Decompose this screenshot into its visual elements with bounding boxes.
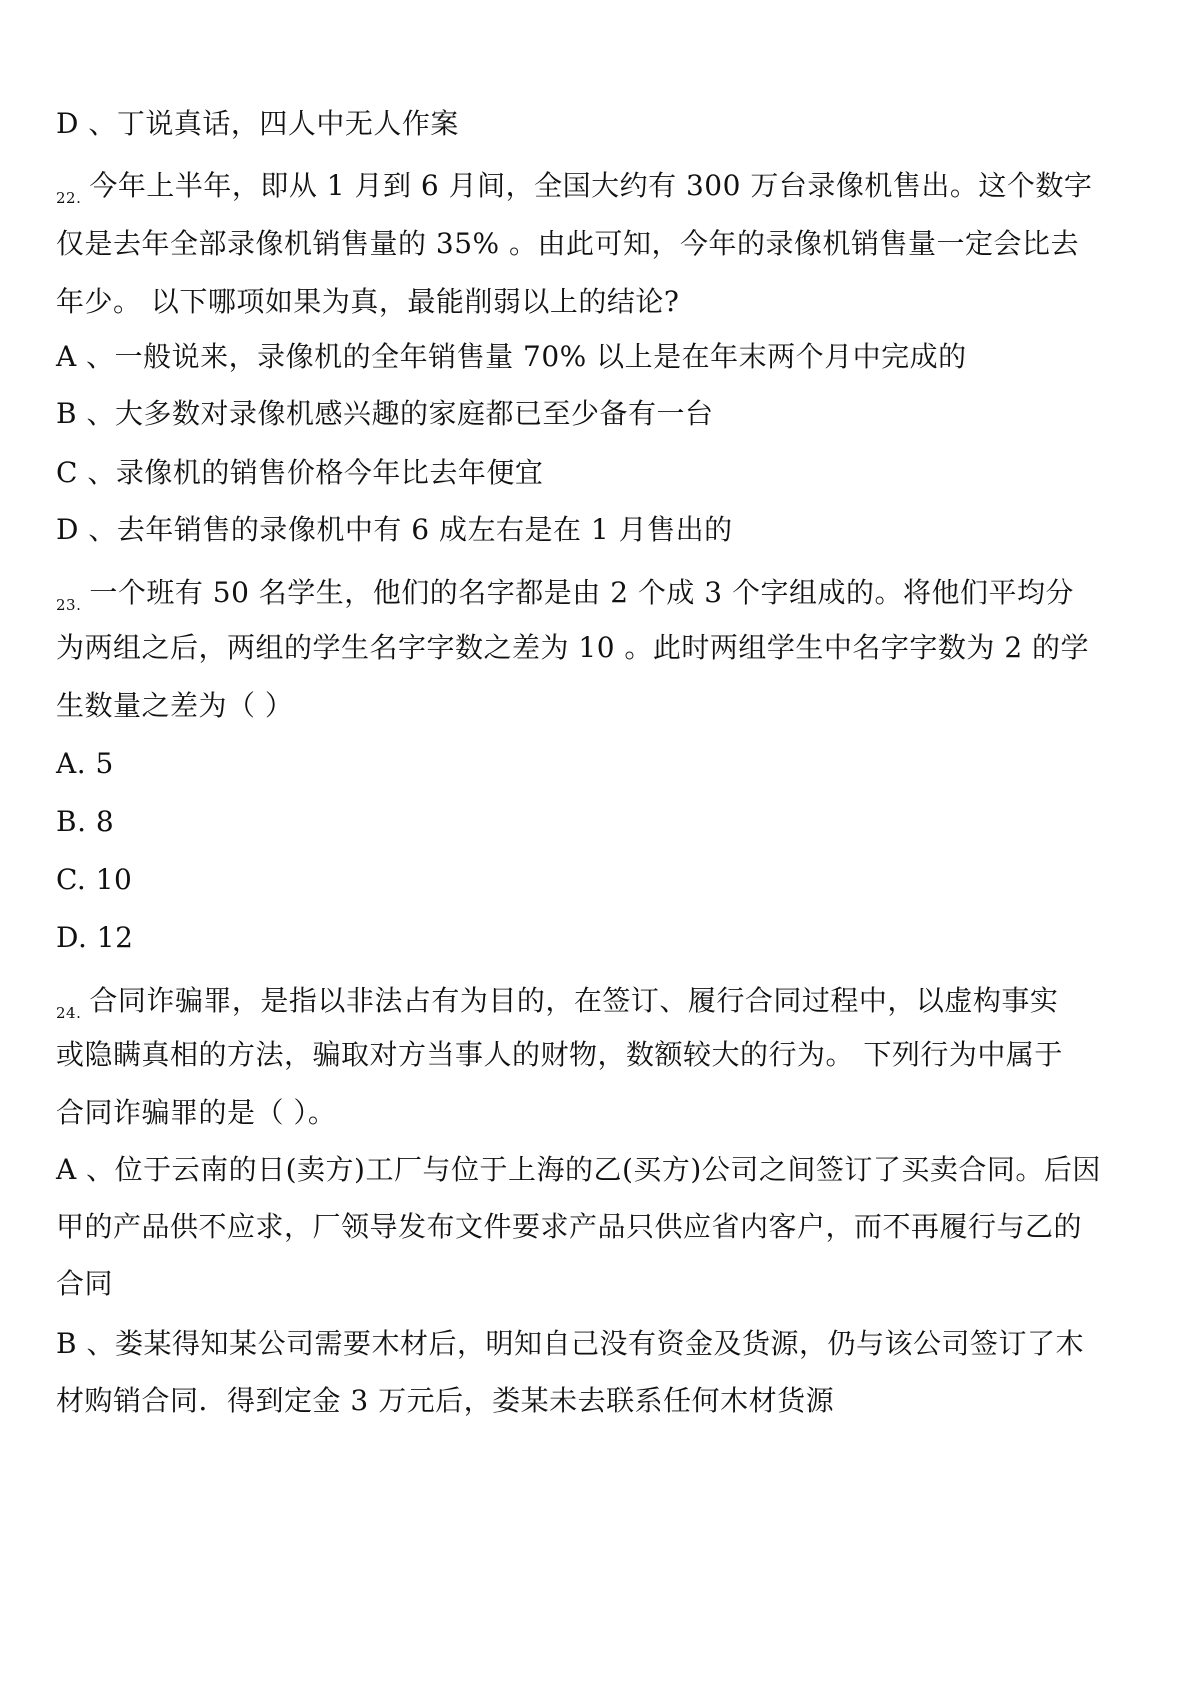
q23-number: 23. xyxy=(56,596,82,614)
q23-option-a: A. 5 xyxy=(56,747,114,780)
q24-option-b-line-1: B 、娄某得知某公司需要木材后，明知自己没有资金及货源，仍与该公司签订了木 xyxy=(56,1327,1084,1360)
q23-stem-line-2: 为两组之后，两组的学生名字字数之差为 10 。此时两组学生中名字字数为 2 的学 xyxy=(56,631,1090,664)
q24-option-a-line-1: A 、位于云南的日(卖方)工厂与位于上海的乙(买方)公司之间签订了买卖合同。后因 xyxy=(56,1153,1101,1186)
q22-option-b: B 、大多数对录像机感兴趣的家庭都已至少备有一台 xyxy=(56,397,714,430)
q24-option-a-line-2: 甲的产品供不应求，厂领导发布文件要求产品只供应省内客户，而不再履行与乙的 xyxy=(56,1210,1083,1243)
q22-option-a: A 、一般说来，录像机的全年销售量 70% 以上是在年末两个月中完成的 xyxy=(56,340,967,373)
q24-number: 24. xyxy=(56,1004,82,1022)
q24-option-a-line-3: 合同 xyxy=(56,1267,114,1300)
q24-stem-text-1: 合同诈骗罪，是指以非法占有为目的，在签订、履行合同过程中，以虚构事实 xyxy=(89,984,1059,1017)
q22-stem-line-3: 年少。 以下哪项如果为真，最能削弱以上的结论? xyxy=(56,285,680,318)
q24-stem-line-2: 或隐瞒真相的方法，骗取对方当事人的财物，数额较大的行为。 下列行为中属于 xyxy=(56,1038,1063,1071)
q24-stem-line-1 xyxy=(56,983,1058,1023)
q23-option-b: B. 8 xyxy=(56,805,115,838)
q21-option-d: D 、丁说真话，四人中无人作案 xyxy=(56,107,459,140)
q22-option-d: D 、去年销售的录像机中有 6 成左右是在 1 月售出的 xyxy=(56,513,733,546)
q23-stem-text-1: 一个班有 50 名学生，他们的名字都是由 2 个成 3 个字组成的。将他们平均分 xyxy=(89,576,1075,609)
q23-stem-line-3: 生数量之差为（ ） xyxy=(56,689,294,722)
q22-number: 22. xyxy=(56,189,82,207)
q24-option-b-line-2: 材购销合同．得到定金 3 万元后，娄某未去联系任何木材货源 xyxy=(56,1384,835,1417)
q22-stem-line-1 xyxy=(56,168,1092,208)
q22-option-c: C 、录像机的销售价格今年比去年便宜 xyxy=(56,456,544,489)
q23-stem-line-1 xyxy=(56,575,1074,615)
q23-option-d: D. 12 xyxy=(56,921,134,954)
q24-stem-line-3: 合同诈骗罪的是（ ）。 xyxy=(56,1096,337,1129)
q22-stem-line-2: 仅是去年全部录像机销售量的 35% 。由此可知，今年的录像机销售量一定会比去 xyxy=(56,227,1080,260)
q23-option-c: C. 10 xyxy=(56,863,133,896)
q22-stem-text-1: 今年上半年，即从 1 月到 6 月间，全国大约有 300 万台录像机售出。这个数字 xyxy=(89,169,1093,202)
